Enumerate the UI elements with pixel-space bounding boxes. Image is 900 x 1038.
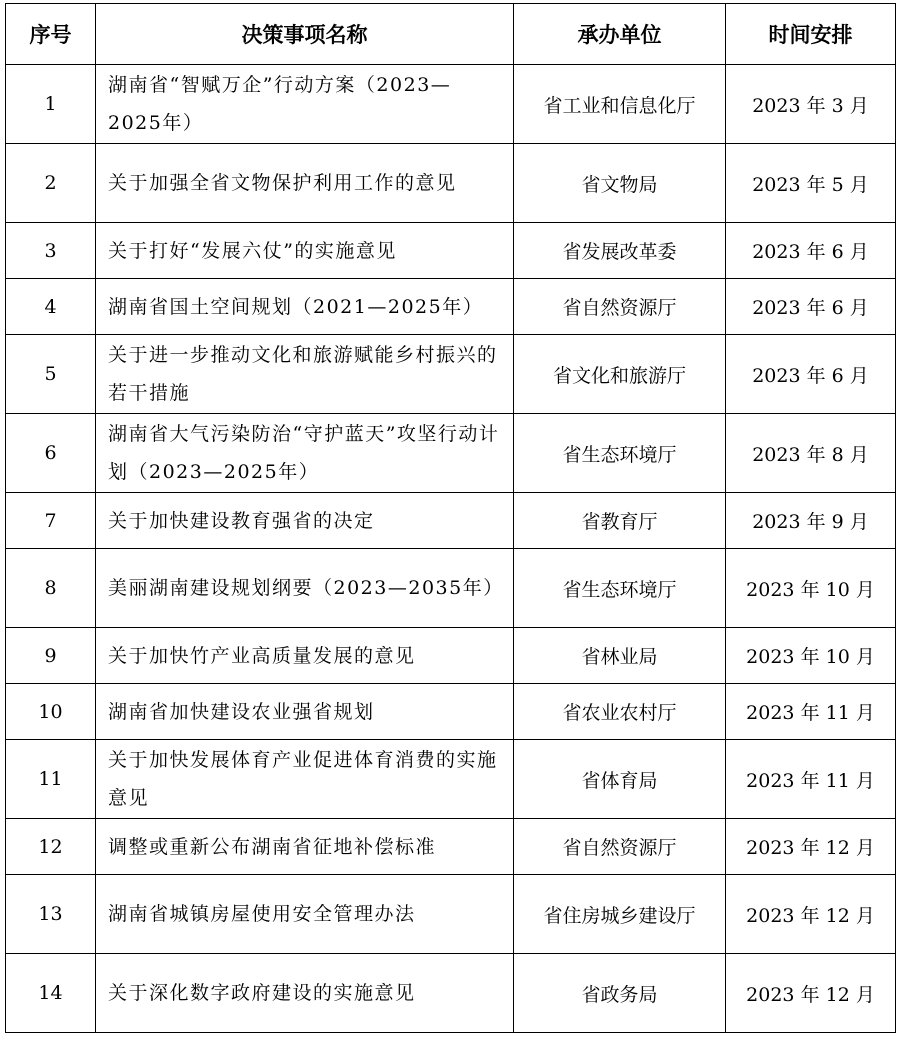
row-unit: 省文化和旅游厅 — [514, 335, 726, 414]
table-row — [6, 493, 896, 549]
row-unit: 省教育厅 — [514, 493, 726, 549]
row-no: 6 — [6, 414, 96, 493]
row-time: 2023 年 12 月 — [726, 954, 896, 1033]
row-time: 2023 年 6 月 — [726, 279, 896, 335]
row-unit: 省林业局 — [514, 628, 726, 684]
row-unit: 省自然资源厅 — [514, 279, 726, 335]
row-unit: 省自然资源厅 — [514, 819, 726, 875]
row-name: 调整或重新公布湖南省征地补偿标准 — [96, 819, 514, 875]
row-name: 湖南省“智赋万企”行动方案（2023—2025年） — [96, 65, 514, 144]
row-name: 关于加强全省文物保护利用工作的意见 — [96, 144, 514, 223]
row-no: 1 — [6, 65, 96, 144]
row-no: 2 — [6, 144, 96, 223]
table-row — [6, 628, 896, 684]
row-name: 关于加快竹产业高质量发展的意见 — [96, 628, 514, 684]
row-unit: 省住房城乡建设厅 — [514, 875, 726, 954]
row-no: 4 — [6, 279, 96, 335]
row-time: 2023 年 9 月 — [726, 493, 896, 549]
row-unit: 省政务局 — [514, 954, 726, 1033]
table-row — [6, 549, 896, 628]
row-no: 8 — [6, 549, 96, 628]
table-row — [6, 954, 896, 1033]
row-time: 2023 年 3 月 — [726, 65, 896, 144]
row-unit: 省发展改革委 — [514, 223, 726, 279]
table-header-row — [6, 4, 896, 65]
table-row — [6, 819, 896, 875]
table-row — [6, 65, 896, 144]
row-unit: 省农业农村厅 — [514, 684, 726, 740]
row-no: 7 — [6, 493, 96, 549]
row-time: 2023 年 8 月 — [726, 414, 896, 493]
row-time: 2023 年 5 月 — [726, 144, 896, 223]
row-name: 关于深化数字政府建设的实施意见 — [96, 954, 514, 1033]
row-unit: 省体育局 — [514, 740, 726, 819]
row-time: 2023 年 12 月 — [726, 819, 896, 875]
table-row — [6, 279, 896, 335]
header-name: 决策事项名称 — [96, 4, 514, 65]
row-name: 湖南省城镇房屋使用安全管理办法 — [96, 875, 514, 954]
table-row — [6, 684, 896, 740]
row-time: 2023 年 11 月 — [726, 684, 896, 740]
table-row — [6, 414, 896, 493]
row-no: 11 — [6, 740, 96, 819]
row-time: 2023 年 6 月 — [726, 335, 896, 414]
decision-items-table — [5, 3, 896, 1033]
row-name: 湖南省大气污染防治“守护蓝天”攻坚行动计划（2023—2025年） — [96, 414, 514, 493]
table-row — [6, 223, 896, 279]
table-row — [6, 875, 896, 954]
row-name: 湖南省加快建设农业强省规划 — [96, 684, 514, 740]
row-name: 湖南省国土空间规划（2021—2025年） — [96, 279, 514, 335]
row-time: 2023 年 10 月 — [726, 549, 896, 628]
row-no: 5 — [6, 335, 96, 414]
row-name: 关于加快建设教育强省的决定 — [96, 493, 514, 549]
table-row — [6, 740, 896, 819]
row-name: 关于进一步推动文化和旅游赋能乡村振兴的若干措施 — [96, 335, 514, 414]
row-name: 关于加快发展体育产业促进体育消费的实施意见 — [96, 740, 514, 819]
header-time: 时间安排 — [726, 4, 896, 65]
row-time: 2023 年 6 月 — [726, 223, 896, 279]
table-row — [6, 335, 896, 414]
row-unit: 省工业和信息化厅 — [514, 65, 726, 144]
row-no: 10 — [6, 684, 96, 740]
table-row — [6, 144, 896, 223]
row-time: 2023 年 11 月 — [726, 740, 896, 819]
row-unit: 省生态环境厅 — [514, 549, 726, 628]
row-unit: 省文物局 — [514, 144, 726, 223]
row-no: 12 — [6, 819, 96, 875]
header-no: 序号 — [6, 4, 96, 65]
row-unit: 省生态环境厅 — [514, 414, 726, 493]
row-time: 2023 年 12 月 — [726, 875, 896, 954]
row-no: 9 — [6, 628, 96, 684]
row-no: 14 — [6, 954, 96, 1033]
row-name: 关于打好“发展六仗”的实施意见 — [96, 223, 514, 279]
row-time: 2023 年 10 月 — [726, 628, 896, 684]
row-no: 3 — [6, 223, 96, 279]
header-unit: 承办单位 — [514, 4, 726, 65]
row-name: 美丽湖南建设规划纲要（2023—2035年） — [96, 549, 514, 628]
row-no: 13 — [6, 875, 96, 954]
